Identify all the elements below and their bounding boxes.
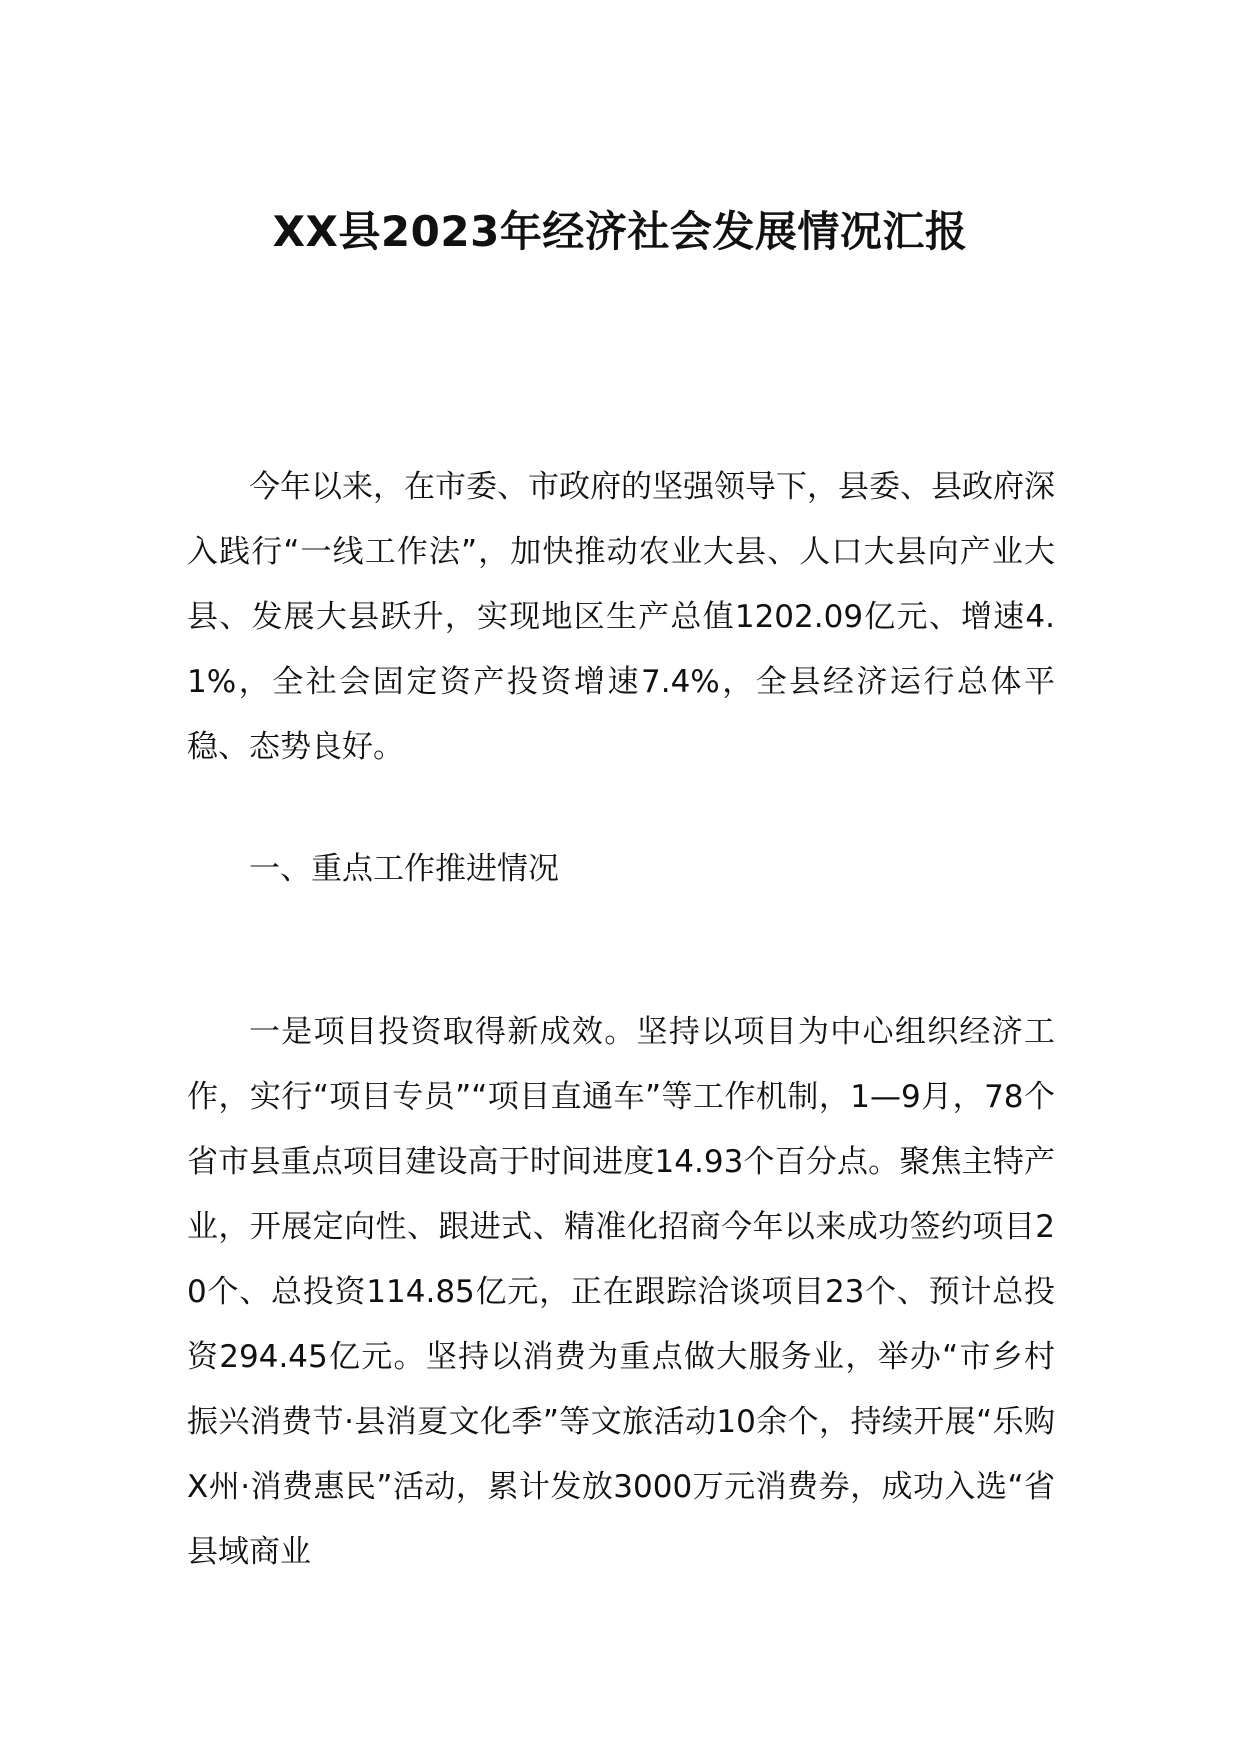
document-title: XX县2023年经济社会发展情况汇报 [272, 207, 968, 256]
body-paragraph: 一是项目投资取得新成效。坚持以项目为中心组织经济工作，实行“项目专员”“项目直通车”等工作机制，1—9月，78个省市县重点项目建设高于时间进度14.93个百分点。聚焦主特产业，开展定向性、跟进式、精准化招商今年以来成功签约项目20个、总投资114.85亿元，正在跟踪洽谈项目23个、预计总投资294.45亿元。坚持以消费为重点做大服务业，举办“市乡村振兴消费节·县消夏文化季”等文旅活动10余个，持续开展“乐购X州·消费惠民”活动，累计发放3000万元消费券，成功入选“省县域商业 [187, 1014, 1055, 1570]
intro-paragraph: 今年以来，在市委、市政府的坚强领导下，县委、县政府深入践行“一线工作法”，加快推动农业大县、人口大县向产业大县、发展大县跃升，实现地区生产总值1202.09亿元、增速4.1%，全社会固定资产投资增速7.4%，全县经济运行总体平稳、态势良好。 [187, 469, 1055, 765]
section-heading: 一、重点工作推进情况 [249, 851, 559, 887]
